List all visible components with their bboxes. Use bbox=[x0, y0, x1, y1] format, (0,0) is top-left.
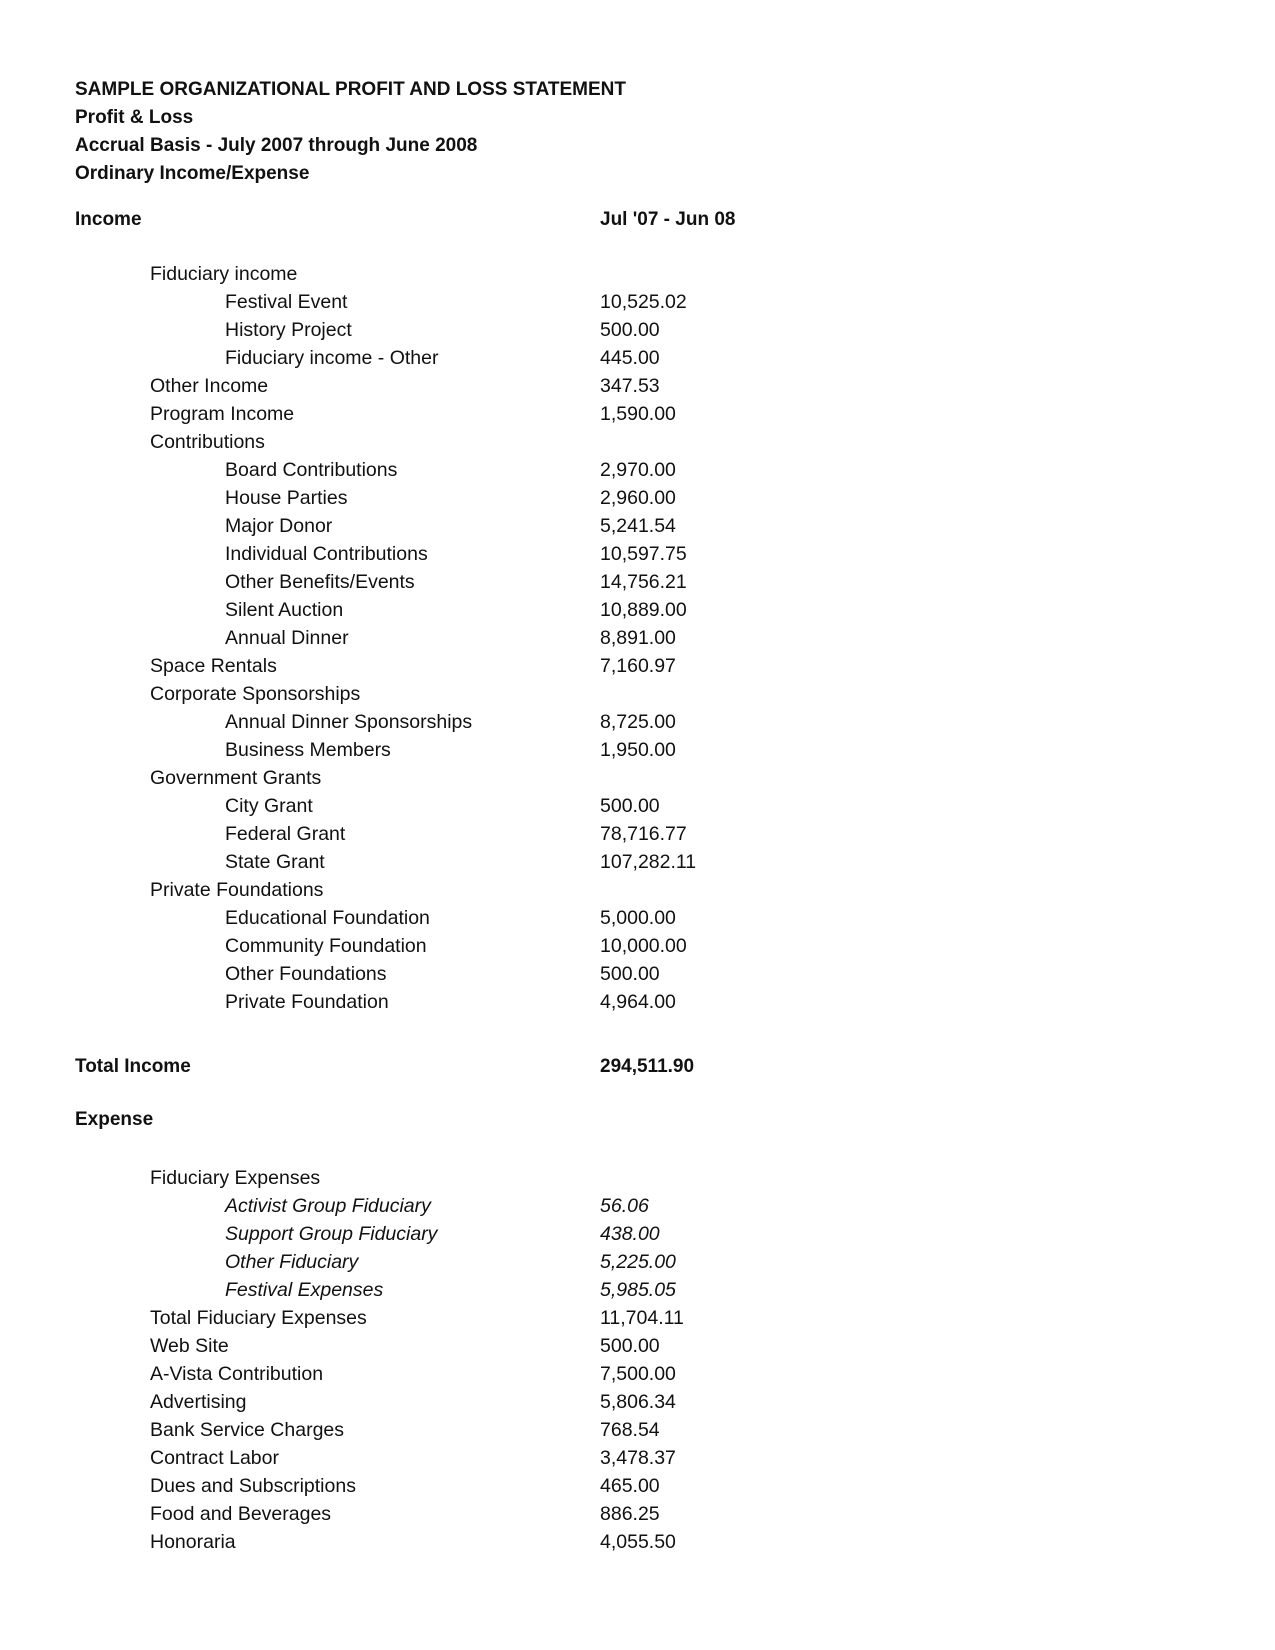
total-income-label: Total Income bbox=[75, 1056, 191, 1077]
line-item-label: State Grant bbox=[225, 851, 325, 873]
line-item-amount: 465.00 bbox=[600, 1475, 660, 1497]
line-item-label: Other Benefits/Events bbox=[225, 571, 415, 593]
line-item-amount: 5,000.00 bbox=[600, 907, 676, 929]
total-income-row bbox=[75, 1053, 775, 1081]
list-item bbox=[0, 540, 1275, 568]
list-item bbox=[0, 1444, 1275, 1472]
line-item-amount: 768.54 bbox=[600, 1419, 660, 1441]
list-item bbox=[0, 624, 1275, 652]
list-item bbox=[0, 456, 1275, 484]
list-item bbox=[0, 1220, 1275, 1248]
line-item-amount: 500.00 bbox=[600, 1335, 660, 1357]
line-item-label: Fiduciary income - Other bbox=[225, 347, 439, 369]
list-item bbox=[0, 400, 1275, 428]
line-item-amount: 7,500.00 bbox=[600, 1363, 676, 1385]
line-item-label: Federal Grant bbox=[225, 823, 346, 845]
line-item-amount: 10,000.00 bbox=[600, 935, 687, 957]
list-item bbox=[0, 1192, 1275, 1220]
line-item-label: Program Income bbox=[150, 403, 295, 425]
list-item bbox=[0, 764, 1275, 792]
line-item-label: Private Foundation bbox=[225, 991, 389, 1013]
line-item-label: Total Fiduciary Expenses bbox=[150, 1307, 367, 1329]
line-item-label: Food and Beverages bbox=[150, 1503, 332, 1525]
line-item-amount: 2,960.00 bbox=[600, 487, 676, 509]
line-item-label: Educational Foundation bbox=[225, 907, 430, 929]
list-item bbox=[0, 960, 1275, 988]
line-item-amount: 8,891.00 bbox=[600, 627, 676, 649]
line-item-amount: 10,889.00 bbox=[600, 599, 687, 621]
line-item-label: Other Foundations bbox=[225, 963, 387, 985]
line-item-label: Support Group Fiduciary bbox=[225, 1223, 438, 1245]
list-item bbox=[0, 428, 1275, 456]
line-item-amount: 5,225.00 bbox=[600, 1251, 676, 1273]
line-item-label: Honoraria bbox=[150, 1531, 236, 1553]
line-item-label: Individual Contributions bbox=[225, 543, 428, 565]
list-item bbox=[0, 344, 1275, 372]
line-item-amount: 10,525.02 bbox=[600, 291, 687, 313]
line-item-label: Business Members bbox=[225, 739, 391, 761]
list-item bbox=[0, 1276, 1275, 1304]
line-item-label: House Parties bbox=[225, 487, 348, 509]
line-item-amount: 7,160.97 bbox=[600, 655, 676, 677]
statement-basis: Accrual Basis - July 2007 through June 2008 bbox=[75, 135, 478, 156]
line-item-amount: 4,055.50 bbox=[600, 1531, 676, 1553]
line-item-amount: 2,970.00 bbox=[600, 459, 676, 481]
income-heading: Income bbox=[75, 209, 142, 230]
line-item-amount: 10,597.75 bbox=[600, 543, 687, 565]
list-item bbox=[0, 288, 1275, 316]
list-item bbox=[0, 680, 1275, 708]
statement-header bbox=[75, 76, 626, 188]
line-item-amount: 500.00 bbox=[600, 795, 660, 817]
line-item-label: City Grant bbox=[225, 795, 313, 817]
statement-subtitle: Profit & Loss bbox=[75, 107, 194, 128]
line-item-amount: 14,756.21 bbox=[600, 571, 687, 593]
line-item-amount: 500.00 bbox=[600, 963, 660, 985]
line-item-label: Government Grants bbox=[150, 767, 322, 789]
list-item bbox=[0, 1332, 1275, 1360]
line-item-label: Other Fiduciary bbox=[225, 1251, 359, 1273]
list-item bbox=[0, 652, 1275, 680]
line-item-amount: 347.53 bbox=[600, 375, 660, 397]
line-item-amount: 107,282.11 bbox=[600, 851, 697, 873]
list-item bbox=[0, 1360, 1275, 1388]
list-item bbox=[0, 848, 1275, 876]
list-item bbox=[0, 1388, 1275, 1416]
line-item-label: Space Rentals bbox=[150, 655, 277, 677]
line-item-label: Contract Labor bbox=[150, 1447, 279, 1469]
line-item-amount: 5,241.54 bbox=[600, 515, 676, 537]
line-item-label: Festival Event bbox=[225, 291, 348, 313]
line-item-label: Advertising bbox=[150, 1391, 247, 1413]
list-item bbox=[0, 1528, 1275, 1556]
list-item bbox=[0, 484, 1275, 512]
list-item bbox=[0, 1500, 1275, 1528]
list-item bbox=[0, 1304, 1275, 1332]
line-item-label: Major Donor bbox=[225, 515, 333, 537]
line-item-label: History Project bbox=[225, 319, 352, 341]
list-item bbox=[0, 708, 1275, 736]
list-item bbox=[0, 1248, 1275, 1276]
total-income-amount: 294,511.90 bbox=[600, 1056, 695, 1077]
line-item-label: Contributions bbox=[150, 431, 265, 453]
line-item-amount: 11,704.11 bbox=[600, 1307, 684, 1329]
list-item bbox=[0, 876, 1275, 904]
line-item-amount: 4,964.00 bbox=[600, 991, 676, 1013]
line-item-label: Web Site bbox=[150, 1335, 229, 1357]
line-item-label: Annual Dinner Sponsorships bbox=[225, 711, 473, 733]
line-item-label: Private Foundations bbox=[150, 879, 324, 901]
line-item-label: Silent Auction bbox=[225, 599, 344, 621]
list-item bbox=[0, 1164, 1275, 1192]
line-item-label: Festival Expenses bbox=[225, 1279, 384, 1301]
list-item bbox=[0, 596, 1275, 624]
line-item-label: Board Contributions bbox=[225, 459, 398, 481]
line-item-amount: 5,985.05 bbox=[600, 1279, 676, 1301]
list-item bbox=[0, 372, 1275, 400]
line-item-amount: 78,716.77 bbox=[600, 823, 687, 845]
line-item-amount: 886.25 bbox=[600, 1503, 660, 1525]
list-item bbox=[0, 792, 1275, 820]
line-item-amount: 500.00 bbox=[600, 319, 660, 341]
line-item-amount: 445.00 bbox=[600, 347, 660, 369]
line-item-amount: 1,950.00 bbox=[600, 739, 676, 761]
list-item bbox=[0, 568, 1275, 596]
line-item-label: Dues and Subscriptions bbox=[150, 1475, 356, 1497]
list-item bbox=[0, 1472, 1275, 1500]
list-item bbox=[0, 904, 1275, 932]
income-rows bbox=[0, 260, 1275, 1016]
line-item-amount: 438.00 bbox=[600, 1223, 660, 1245]
line-item-amount: 5,806.34 bbox=[600, 1391, 676, 1413]
line-item-label: Community Foundation bbox=[225, 935, 427, 957]
list-item bbox=[0, 988, 1275, 1016]
line-item-label: Other Income bbox=[150, 375, 269, 397]
list-item bbox=[0, 512, 1275, 540]
line-item-label: Fiduciary Expenses bbox=[150, 1167, 321, 1189]
list-item bbox=[0, 820, 1275, 848]
list-item bbox=[0, 260, 1275, 288]
statement-category: Ordinary Income/Expense bbox=[75, 163, 310, 184]
expense-rows bbox=[0, 1164, 1275, 1556]
line-item-amount: 1,590.00 bbox=[600, 403, 676, 425]
list-item bbox=[0, 736, 1275, 764]
list-item bbox=[0, 932, 1275, 960]
period-column-heading: Jul '07 - Jun 08 bbox=[600, 209, 736, 230]
line-item-label: A-Vista Contribution bbox=[150, 1363, 324, 1385]
line-item-amount: 3,478.37 bbox=[600, 1447, 676, 1469]
line-item-label: Corporate Sponsorships bbox=[150, 683, 361, 705]
line-item-label: Annual Dinner bbox=[225, 627, 349, 649]
statement-title: SAMPLE ORGANIZATIONAL PROFIT AND LOSS STATEMENT bbox=[75, 79, 626, 100]
line-item-amount: 8,725.00 bbox=[600, 711, 676, 733]
expense-heading: Expense bbox=[75, 1109, 154, 1130]
line-item-amount: 56.06 bbox=[600, 1195, 649, 1217]
line-item-label: Activist Group Fiduciary bbox=[225, 1195, 431, 1217]
line-item-label: Fiduciary income bbox=[150, 263, 298, 285]
list-item bbox=[0, 316, 1275, 344]
list-item bbox=[0, 1416, 1275, 1444]
line-item-label: Bank Service Charges bbox=[150, 1419, 345, 1441]
